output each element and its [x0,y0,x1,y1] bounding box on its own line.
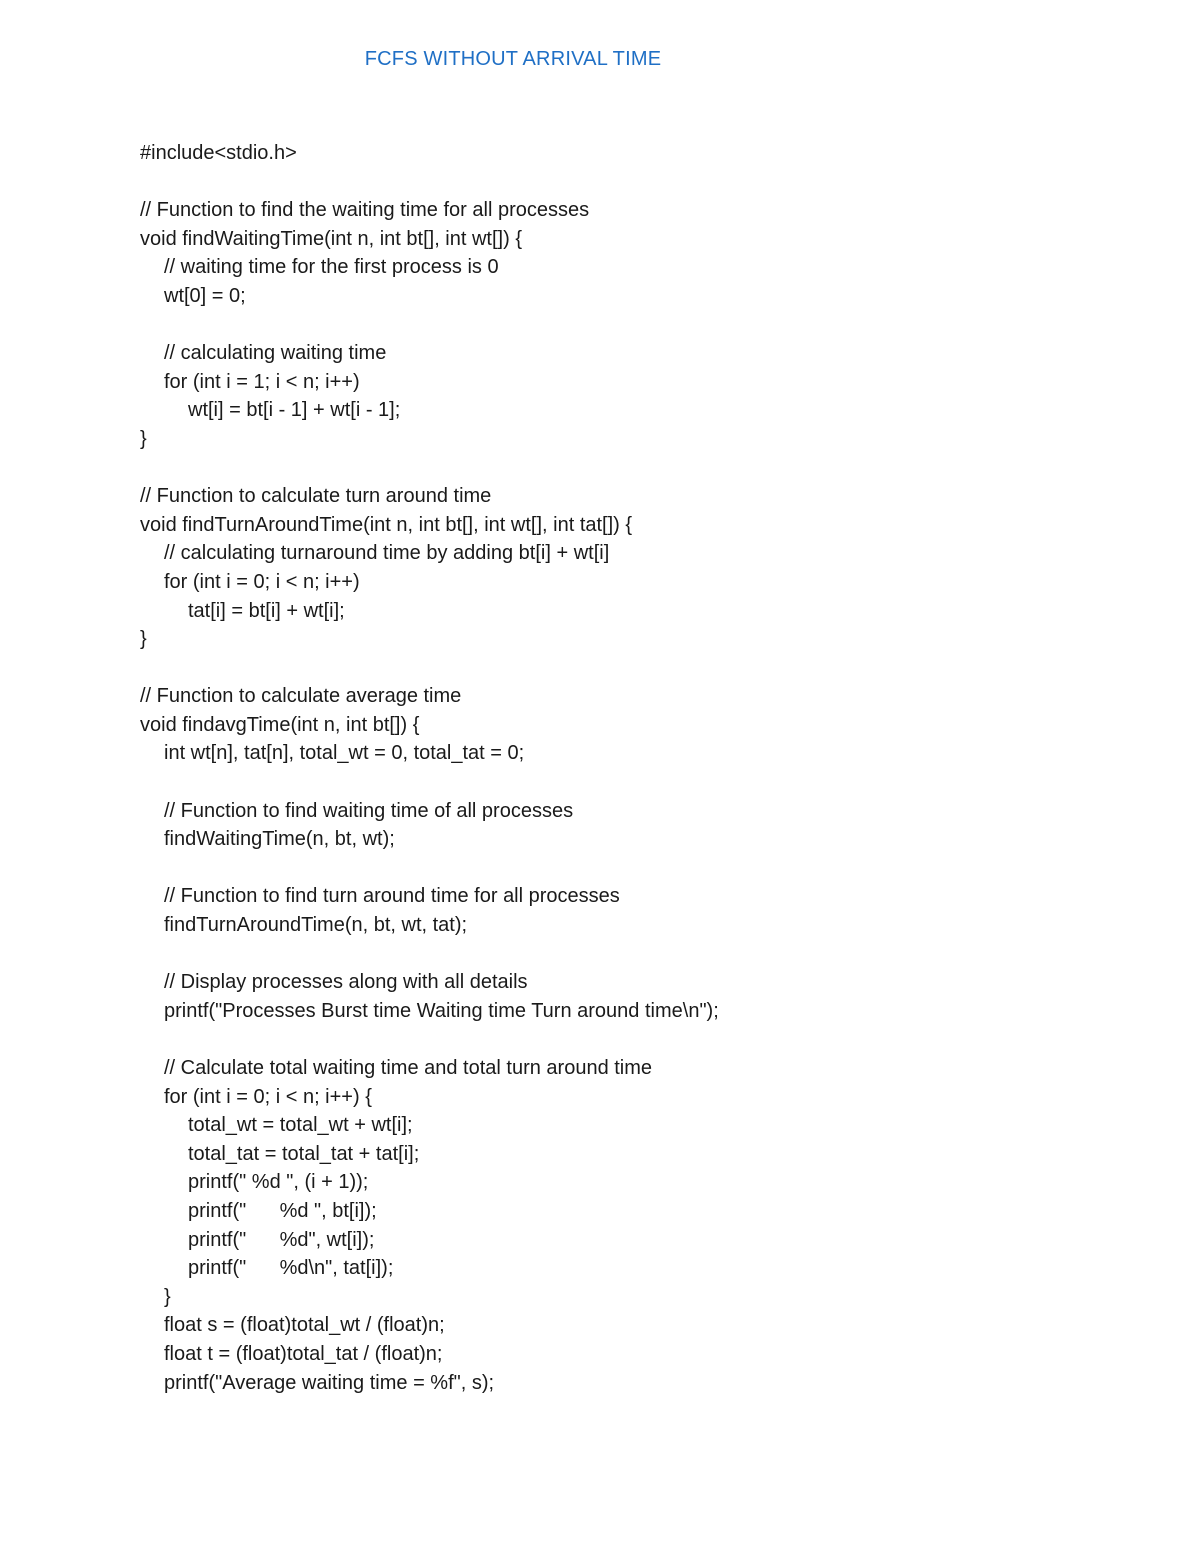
code-line: float s = (float)total_wt / (float)n; [164,1314,445,1337]
code-line: void findTurnAroundTime(int n, int bt[], int wt[], int tat[]) { [140,513,633,536]
code-line: // Function to calculate average time [140,685,462,708]
blank-line [140,168,1140,197]
code-line: total_wt = total_wt + wt[i]; [188,1114,413,1137]
blank-line [140,768,1140,797]
code-line: float t = (float)total_tat / (float)n; [164,1342,443,1365]
code-line: // Function to find turn around time for all processes [164,885,620,908]
blank-line [140,654,1140,683]
code-line: // calculating waiting time [164,342,387,365]
code-line: // Function to calculate turn around time [140,485,492,508]
code-listing [140,139,1140,1397]
code-line: } [140,628,147,651]
code-line: for (int i = 0; i < n; i++) { [164,1085,372,1108]
code-line: printf(" %d ", bt[i]); [188,1199,377,1222]
code-line: void findWaitingTime(int n, int bt[], int wt[]) { [140,227,522,250]
code-line: // calculating turnaround time by adding bt[i] + wt[i] [164,542,610,565]
code-line: findWaitingTime(n, bt, wt); [164,828,395,851]
blank-line [140,1025,1140,1054]
blank-line [140,454,1140,483]
code-line: // waiting time for the first process is 0 [164,256,499,279]
code-line: for (int i = 0; i < n; i++) [164,570,360,593]
blank-line [140,940,1140,969]
code-line: wt[0] = 0; [164,284,246,307]
code-line: total_tat = total_tat + tat[i]; [188,1142,420,1165]
code-line: printf("Processes Burst time Waiting time Turn around time\n"); [164,999,719,1022]
code-line: // Function to find the waiting time for all processes [140,199,590,222]
code-line: printf(" %d\n", tat[i]); [188,1257,394,1280]
blank-line [140,311,1140,340]
code-line: // Calculate total waiting time and total turn around time [164,1057,653,1079]
document-title: FCFS WITHOUT ARRIVAL TIME [364,48,662,70]
code-line: tat[i] = bt[i] + wt[i]; [188,599,345,622]
code-line: for (int i = 1; i < n; i++) [164,370,360,393]
code-line: findTurnAroundTime(n, bt, wt, tat); [164,914,468,937]
code-line: printf(" %d ", (i + 1)); [188,1171,369,1194]
code-line: void findavgTime(int n, int bt[]) { [140,713,420,736]
code-line: wt[i] = bt[i - 1] + wt[i - 1]; [188,399,401,422]
blank-line [140,854,1140,883]
code-line: // Function to find waiting time of all processes [164,799,574,822]
code-line: } [164,1285,171,1308]
code-line: printf("Average waiting time = %f", s); [164,1371,495,1394]
code-line: } [140,427,147,450]
code-line: printf(" %d", wt[i]); [188,1228,375,1251]
code-line: #include<stdio.h> [140,142,297,164]
code-line: // Display processes along with all details [164,971,528,994]
code-line: int wt[n], tat[n], total_wt = 0, total_tat = 0; [164,742,525,765]
